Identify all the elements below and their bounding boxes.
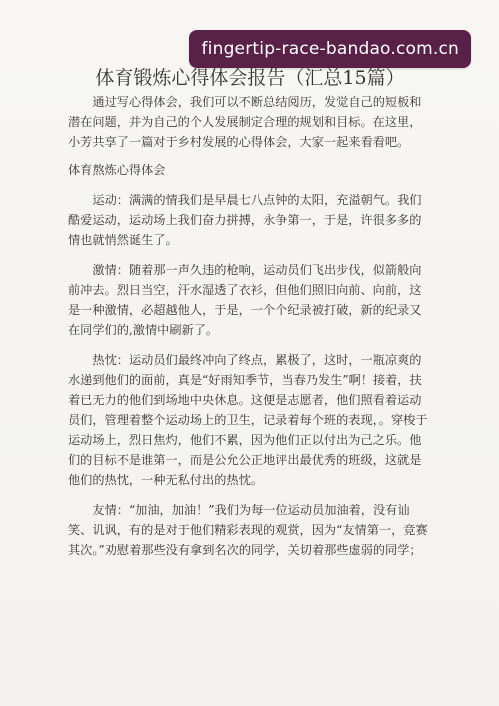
paragraph-passion bbox=[68, 260, 430, 340]
paragraph-sport bbox=[68, 190, 430, 250]
paragraph-line: 激情：随着那一声久违的枪响，运动员们飞出步伐，似箭般向 bbox=[92, 263, 422, 277]
paragraph-friendship bbox=[68, 500, 430, 560]
paragraph-line: 他们的热忱，一种无私付出的热忱。 bbox=[68, 473, 263, 487]
intro-line: 潜在问题，并为自己的个人发展制定合理的规划和目标。在这里， bbox=[68, 115, 422, 129]
section-title: 体育熬炼心得体会 bbox=[68, 163, 166, 177]
paragraph-line: 酷爱运动，运动场上我们奋力拼搏，永争第一，于是，许很多多的 bbox=[68, 213, 422, 227]
paragraph-line: 友情：“加油，加油！”我们为每一位运动员加油着，没有讪 bbox=[92, 503, 410, 517]
paragraph-line: 情也就悄然诞生了。 bbox=[68, 233, 178, 247]
paragraph-enthusiasm bbox=[68, 350, 430, 490]
paragraph-line: 笑、讥讽，有的是对于他们精彩表现的观赏，因为“友情第一，竞赛 bbox=[68, 523, 428, 537]
paragraph-line: 其次。”劝慰着那些没有拿到名次的同学，关切着那些虚弱的同学； bbox=[68, 543, 422, 557]
paragraph-line: 前冲去。烈日当空，汗水湿透了衣衫，但他们照旧向前、向前，这 bbox=[68, 283, 422, 297]
paragraph-line: 运动：满满的情我们是早晨七八点钟的太阳，充溢朝气。我们 bbox=[92, 193, 422, 207]
paragraph-line: 是一种激情，必超越他人，于是，一个个纪录被打破，新的纪录又 bbox=[68, 303, 422, 317]
intro-line: 小芳共享了一篇对于乡村发展的心得体会，大家一起来看看吧。 bbox=[68, 135, 410, 149]
paragraph-line: 水递到他们的面前，真是“好雨知季节，当春乃发生”啊！接着，扶 bbox=[68, 373, 422, 387]
document-content bbox=[68, 92, 430, 560]
document-title: 体育锻炼心得体会报告（汇总15篇） bbox=[95, 67, 405, 89]
paragraph-line: 在同学们的,激情中刷新了。 bbox=[68, 323, 219, 337]
intro-paragraph bbox=[68, 92, 430, 152]
paragraph-line: 运动场上，烈日焦灼，他们不累，因为他们正以付出为己之乐。他 bbox=[68, 433, 422, 447]
paragraph-line: 们的目标不是谁第一，而是公允公正地评出最优秀的班级，这就是 bbox=[68, 453, 422, 467]
paragraph-line: 热忱：运动员们最终冲向了终点，累极了，这时，一瓶凉爽的 bbox=[92, 353, 422, 367]
paragraph-line: 着已无力的他们到场地中央休息。这便是志愿者，他们照看着运动 bbox=[68, 393, 422, 407]
intro-line: 通过写心得体会，我们可以不断总结阅历，发觉自己的短板和 bbox=[92, 95, 422, 109]
watermark-text: fingertip-race-bandao.com.cn bbox=[201, 39, 459, 59]
paragraph-line: 员们，管理着整个运动场上的卫生，记录着每个班的表现，。穿梭于 bbox=[68, 413, 428, 427]
